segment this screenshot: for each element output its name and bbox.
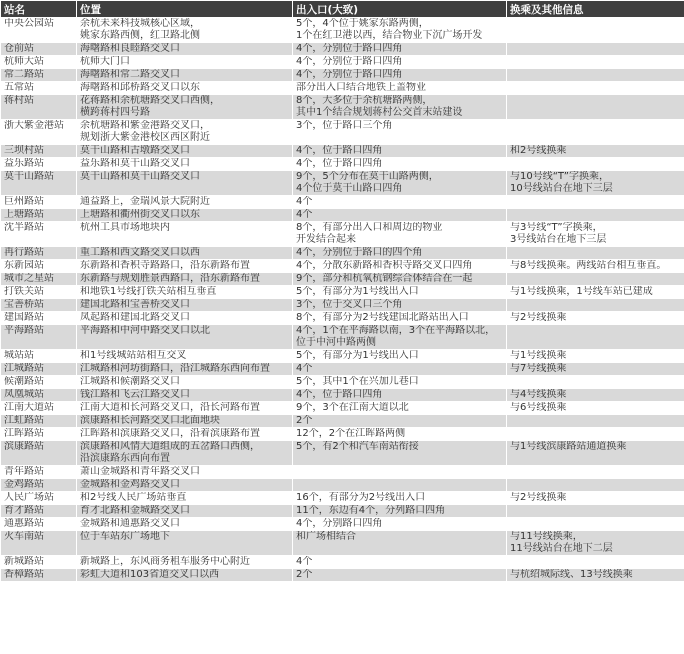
station-name-cell: 滨康路站 (1, 441, 77, 466)
station-name-cell: 通惠路站 (1, 518, 77, 531)
transfer-cell: 与10号线“T”字换乘， 10号线站台在地下三层 (507, 171, 684, 196)
location-cell: 海曙路和邱桥路交叉口以东 (77, 82, 293, 95)
exits-cell: 5个，其中1个在兴加儿巷口 (293, 376, 507, 389)
header-row (1, 1, 684, 18)
transfer-cell: 与1号线滨康路站通道换乘 (507, 441, 684, 466)
station-name-cell: 江城路站 (1, 363, 77, 376)
location-cell: 位于车站东广场地下 (77, 531, 293, 556)
station-name-cell: 上塘路站 (1, 209, 77, 222)
exits-cell: 4个，位于路口四角 (293, 145, 507, 158)
location-cell: 萧山金城路和青年路交叉口 (77, 466, 293, 479)
exits-cell: 5个，有部分为1号线出入口 (293, 286, 507, 299)
transfer-cell: 与8号线换乘。两线站台相互垂直。 (507, 260, 684, 273)
location-cell: 重工路和西文路交叉口以西 (77, 247, 293, 260)
transfer-cell (507, 43, 684, 56)
table-row (1, 428, 684, 441)
station-name-cell: 城市之星站 (1, 273, 77, 286)
station-name-cell: 宝善桥站 (1, 299, 77, 312)
transfer-cell: 与6号线换乘 (507, 402, 684, 415)
exits-cell: 4个，分别位于路口四角 (293, 56, 507, 69)
table-row (1, 260, 684, 273)
location-cell: 海曙路和良睦路交叉口 (77, 43, 293, 56)
location-cell: 建国北路和宝善桥交叉口 (77, 299, 293, 312)
station-name-cell: 莫干山路站 (1, 171, 77, 196)
transfer-cell (507, 273, 684, 286)
location-cell: 金城路和金鸡路交叉口 (77, 479, 293, 492)
exits-cell: 4个 (293, 363, 507, 376)
location-cell: 凤起路和建国北路交叉口 (77, 312, 293, 325)
transfer-cell: 和2号线换乘 (507, 145, 684, 158)
transfer-cell: 与杭绍城际线、13号线换乘 (507, 569, 684, 582)
location-cell: 杭师大门口 (77, 56, 293, 69)
table-row (1, 505, 684, 518)
transfer-cell: 与7号线换乘 (507, 363, 684, 376)
table-row (1, 556, 684, 569)
exits-cell: 8个，有部分出入口和周边的物业 开发结合起来 (293, 222, 507, 247)
table-row (1, 120, 684, 145)
exits-cell: 8个，大多位于余杭塘路两侧， 其中1个结合规划蒋村公交首末站建设 (293, 95, 507, 120)
exits-cell: 4个，分别位于路口的四个角 (293, 247, 507, 260)
station-name-cell: 中央公园站 (1, 18, 77, 43)
table-row (1, 376, 684, 389)
exits-cell: 5个，4个位于姚家东路两侧， 1个在红卫港以西，结合物业下沉广场开发 (293, 18, 507, 43)
exits-cell: 5个，有2个和汽车南站衔接 (293, 441, 507, 466)
table-row (1, 299, 684, 312)
station-name-cell: 育才路站 (1, 505, 77, 518)
table-row (1, 273, 684, 286)
station-name-cell: 新城路站 (1, 556, 77, 569)
station-name-cell: 常二路站 (1, 69, 77, 82)
table-row (1, 95, 684, 120)
exits-cell: 4个，分别路口四角 (293, 518, 507, 531)
station-name-cell: 打铁关站 (1, 286, 77, 299)
transfer-cell: 与11号线换乘， 11号线站台在地下二层 (507, 531, 684, 556)
exits-cell: 8个，有部分为2号线建国北路站出入口 (293, 312, 507, 325)
table-row (1, 492, 684, 505)
location-cell: 通益路上，金瑞风景大院附近 (77, 196, 293, 209)
location-cell: 钱江路和飞云江路交叉口 (77, 389, 293, 402)
transfer-cell (507, 415, 684, 428)
table-row (1, 69, 684, 82)
exits-cell: 4个，分别位于路口四角 (293, 43, 507, 56)
table-row (1, 389, 684, 402)
station-name-cell: 仓前站 (1, 43, 77, 56)
transfer-cell (507, 209, 684, 222)
table-row (1, 43, 684, 56)
station-name-cell: 三坝村站 (1, 145, 77, 158)
transfer-cell: 与3号线“T”字换乘， 3号线站台在地下三层 (507, 222, 684, 247)
exits-cell (293, 479, 507, 492)
transfer-cell: 与2号线换乘 (507, 312, 684, 325)
table-row (1, 247, 684, 260)
transfer-cell: 与2号线换乘 (507, 492, 684, 505)
header-station-name: 站名 (1, 1, 77, 18)
location-cell: 和地铁1号线打铁关站相互垂直 (77, 286, 293, 299)
location-cell: 金城路和通惠路交叉口 (77, 518, 293, 531)
exits-cell: 部分出入口结合地铁上盖物业 (293, 82, 507, 95)
exits-cell (293, 466, 507, 479)
location-cell: 余杭未来科技城核心区域， 姚家东路西侧，红卫路北侧 (77, 18, 293, 43)
exits-cell: 9个，5个分布在莫干山路两侧， 4个位于莫干山路口四角 (293, 171, 507, 196)
header-transfer: 换乘及其他信息 (507, 1, 684, 18)
station-name-cell: 再行路站 (1, 247, 77, 260)
location-cell: 滨康路和风情大道组成的五岔路口西侧， 沿滨康路东西向布置 (77, 441, 293, 466)
exits-cell: 和广场相结合 (293, 531, 507, 556)
transfer-cell (507, 69, 684, 82)
transfer-cell: 与4号线换乘 (507, 389, 684, 402)
table-row (1, 312, 684, 325)
location-cell: 育才北路和金城路交叉口 (77, 505, 293, 518)
table-row (1, 518, 684, 531)
transfer-cell (507, 247, 684, 260)
exits-cell: 9个，部分和杭氧杭钢综合体结合在一起 (293, 273, 507, 286)
location-cell: 杭州工具市场地块内 (77, 222, 293, 247)
transfer-cell (507, 479, 684, 492)
station-name-cell: 五常站 (1, 82, 77, 95)
transfer-cell (507, 95, 684, 120)
station-name-cell: 城站站 (1, 350, 77, 363)
table-row (1, 222, 684, 247)
transfer-cell (507, 299, 684, 312)
exits-cell: 11个，东边有4个，分列路口四角 (293, 505, 507, 518)
transfer-cell (507, 556, 684, 569)
location-cell: 滨康路和长河路交叉口北面地块 (77, 415, 293, 428)
table-row (1, 196, 684, 209)
transfer-cell (507, 82, 684, 95)
location-cell: 平海路和中河中路交叉口以北 (77, 325, 293, 350)
exits-cell: 9个，3个在江南大道以北 (293, 402, 507, 415)
exits-cell: 12个，2个在江晖路两侧 (293, 428, 507, 441)
station-name-cell: 沈半路站 (1, 222, 77, 247)
station-name-cell: 青年路站 (1, 466, 77, 479)
location-cell: 余杭塘路和紫金港路交叉口， 规划浙大紫金港校区西区附近 (77, 120, 293, 145)
table-row (1, 209, 684, 222)
station-name-cell: 凤凰城站 (1, 389, 77, 402)
station-name-cell: 候潮路站 (1, 376, 77, 389)
exits-cell: 4个，1个在平海路以南，3个在平海路以北， 位于中河中路两侧 (293, 325, 507, 350)
exits-cell: 4个 (293, 209, 507, 222)
location-cell: 江南大道和长河路交叉口，沿长河路布置 (77, 402, 293, 415)
table-row (1, 466, 684, 479)
transfer-cell (507, 56, 684, 69)
transfer-cell (507, 505, 684, 518)
transfer-cell (507, 466, 684, 479)
transfer-cell (507, 518, 684, 531)
table-row (1, 56, 684, 69)
table-row (1, 82, 684, 95)
location-cell: 莫干山路和莫干山路交叉口 (77, 171, 293, 196)
transfer-cell (507, 325, 684, 350)
location-cell: 益乐路和莫干山路交叉口 (77, 158, 293, 171)
exits-cell: 3个，位于路口三个角 (293, 120, 507, 145)
table-row (1, 531, 684, 556)
location-cell: 和1号线城站站相互交叉 (77, 350, 293, 363)
transfer-cell (507, 120, 684, 145)
table-row (1, 441, 684, 466)
exits-cell: 2个 (293, 569, 507, 582)
station-name-cell: 益乐路站 (1, 158, 77, 171)
station-name-cell: 人民广场站 (1, 492, 77, 505)
location-cell: 新城路上，东风商务租车服务中心附近 (77, 556, 293, 569)
location-cell: 东新路和香积寺路路口，沿东新路布置 (77, 260, 293, 273)
table-row (1, 363, 684, 376)
table-row (1, 18, 684, 43)
station-name-cell: 东新园站 (1, 260, 77, 273)
table-row (1, 286, 684, 299)
exits-cell: 2个 (293, 415, 507, 428)
station-name-cell: 浙大紫金港站 (1, 120, 77, 145)
table-row (1, 325, 684, 350)
table-row (1, 569, 684, 582)
transfer-cell: 与1号线换乘 (507, 350, 684, 363)
transfer-cell (507, 376, 684, 389)
station-name-cell: 蒋村站 (1, 95, 77, 120)
transfer-cell (507, 428, 684, 441)
station-name-cell: 江虹路站 (1, 415, 77, 428)
table-row (1, 171, 684, 196)
exits-cell: 5个，有部分为1号线出入口 (293, 350, 507, 363)
transfer-cell: 与1号线换乘，1号线车站已建成 (507, 286, 684, 299)
table-row (1, 350, 684, 363)
station-name-cell: 平海路站 (1, 325, 77, 350)
station-name-cell: 巨州路站 (1, 196, 77, 209)
location-cell: 东新路与规划胜景西路口，沿东新路布置 (77, 273, 293, 286)
table-row (1, 158, 684, 171)
transfer-cell (507, 196, 684, 209)
exits-cell: 4个 (293, 196, 507, 209)
table-body (1, 18, 684, 582)
table-row (1, 402, 684, 415)
station-name-cell: 江晖路站 (1, 428, 77, 441)
exits-cell: 4个，位于路口四角 (293, 158, 507, 171)
location-cell: 江晖路和滨康路交叉口，沿着滨康路布置 (77, 428, 293, 441)
location-cell: 江城路和候潮路交叉口 (77, 376, 293, 389)
station-name-cell: 香樟路站 (1, 569, 77, 582)
location-cell: 海曙路和常二路交叉口 (77, 69, 293, 82)
table-row (1, 479, 684, 492)
station-name-cell: 江南大道站 (1, 402, 77, 415)
station-name-cell: 建国路站 (1, 312, 77, 325)
exits-cell: 3个，位于交叉口三个角 (293, 299, 507, 312)
header-location: 位置 (77, 1, 293, 18)
transfer-cell (507, 158, 684, 171)
exits-cell: 4个 (293, 556, 507, 569)
station-name-cell: 金鸡路站 (1, 479, 77, 492)
station-name-cell: 火车南站 (1, 531, 77, 556)
location-cell: 和2号线人民广场站垂直 (77, 492, 293, 505)
location-cell: 彩虹大道和103省道交叉口以西 (77, 569, 293, 582)
location-cell: 上塘路和衢州街交叉口以东 (77, 209, 293, 222)
exits-cell: 4个，分别位于路口四角 (293, 69, 507, 82)
transfer-cell (507, 18, 684, 43)
location-cell: 花蒋路和余杭塘路交叉口西侧， 横跨蒋村四号路 (77, 95, 293, 120)
table-row (1, 415, 684, 428)
table-row (1, 145, 684, 158)
location-cell: 江城路和河坊街路口，沿江城路东西向布置 (77, 363, 293, 376)
station-name-cell: 杭师大站 (1, 56, 77, 69)
header-exits: 出入口(大致) (293, 1, 507, 18)
exits-cell: 16个，有部分为2号线出入口 (293, 492, 507, 505)
exits-cell: 4个，位于路口四角 (293, 389, 507, 402)
exits-cell: 4个，分散东新路和香积寺路交叉口四角 (293, 260, 507, 273)
location-cell: 莫干山路和古墩路交叉口 (77, 145, 293, 158)
